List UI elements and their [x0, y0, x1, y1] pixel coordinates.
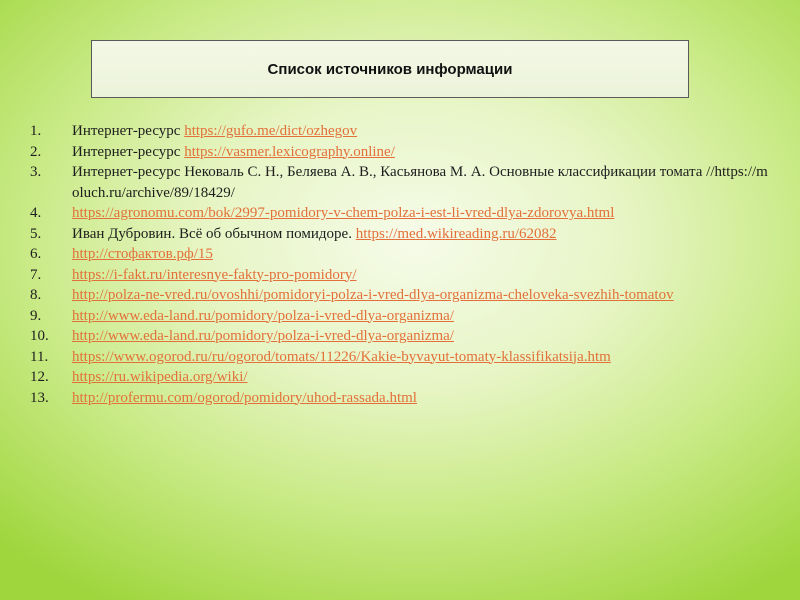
source-link[interactable]: http://www.eda-land.ru/pomidory/polza-i-vred-dlya-organizma/	[72, 328, 454, 344]
list-item	[30, 224, 770, 245]
list-item	[30, 347, 770, 368]
item-number: 9.	[30, 307, 42, 324]
item-text: Интернет-ресурс	[72, 123, 185, 139]
item-number: 13.	[30, 389, 49, 406]
item-number: 5.	[30, 225, 42, 242]
item-number: 2.	[30, 143, 42, 160]
source-link[interactable]: https://i-fakt.ru/interesnye-fakty-pro-pomidory/	[72, 266, 357, 283]
list-item	[30, 306, 770, 327]
list-item	[30, 326, 770, 347]
list-item	[30, 265, 770, 286]
item-number: 11.	[30, 348, 49, 365]
source-link[interactable]: http://profermu.com/ogorod/pomidory/uhod-rassada.html	[72, 389, 417, 406]
source-link[interactable]: https://gufo.me/dict/ozhegov	[184, 123, 358, 139]
item-number: 8.	[30, 287, 42, 303]
list-item	[30, 285, 770, 306]
item-text: Интернет-ресурс Нековаль С. Н., Беляева А. В., Касьянова М. А. Основные классификации томата //https://moluch.ru/archive/89/18429/	[72, 164, 768, 201]
list-item	[30, 162, 770, 203]
sources-list	[30, 121, 770, 408]
item-number: 3.	[30, 164, 42, 180]
source-link[interactable]: http://www.eda-land.ru/pomidory/polza-i-vred-dlya-organizma/	[72, 307, 454, 324]
item-number: 6.	[30, 246, 42, 262]
item-number: 7.	[30, 266, 42, 283]
source-link[interactable]: http://стофактов.рф/15	[72, 246, 213, 262]
list-item	[30, 203, 770, 224]
source-link[interactable]: http://polza-ne-vred.ru/ovoshhi/pomidoryi-polza-i-vred-dlya-organizma-cheloveka-svezhih-tomatov	[72, 287, 674, 303]
item-number: 12.	[30, 369, 49, 385]
list-item	[30, 388, 770, 409]
item-number: 4.	[30, 205, 42, 221]
page-title: Список источников информации	[267, 60, 513, 78]
source-link[interactable]: https://ru.wikipedia.org/wiki/	[72, 369, 248, 385]
title-box	[91, 40, 689, 98]
item-text: Иван Дубровин. Всё об обычном помидоре.	[72, 225, 356, 242]
item-number: 10.	[30, 328, 49, 344]
source-link[interactable]: https://vasmer.lexicography.online/	[184, 143, 395, 160]
item-number: 1.	[30, 123, 42, 139]
list-item	[30, 142, 770, 163]
source-link[interactable]: https://agronomu.com/bok/2997-pomidory-v-chem-polza-i-est-li-vred-dlya-zdorovya.html	[72, 205, 615, 221]
source-link[interactable]: https://www.ogorod.ru/ru/ogorod/tomats/11226/Kakie-byvayut-tomaty-klassifikatsija.htm	[72, 348, 611, 365]
item-text: Интернет-ресурс	[72, 143, 185, 160]
source-link[interactable]: https://med.wikireading.ru/62082	[355, 225, 557, 242]
list-item	[30, 367, 770, 388]
list-item	[30, 244, 770, 265]
list-item	[30, 121, 770, 142]
